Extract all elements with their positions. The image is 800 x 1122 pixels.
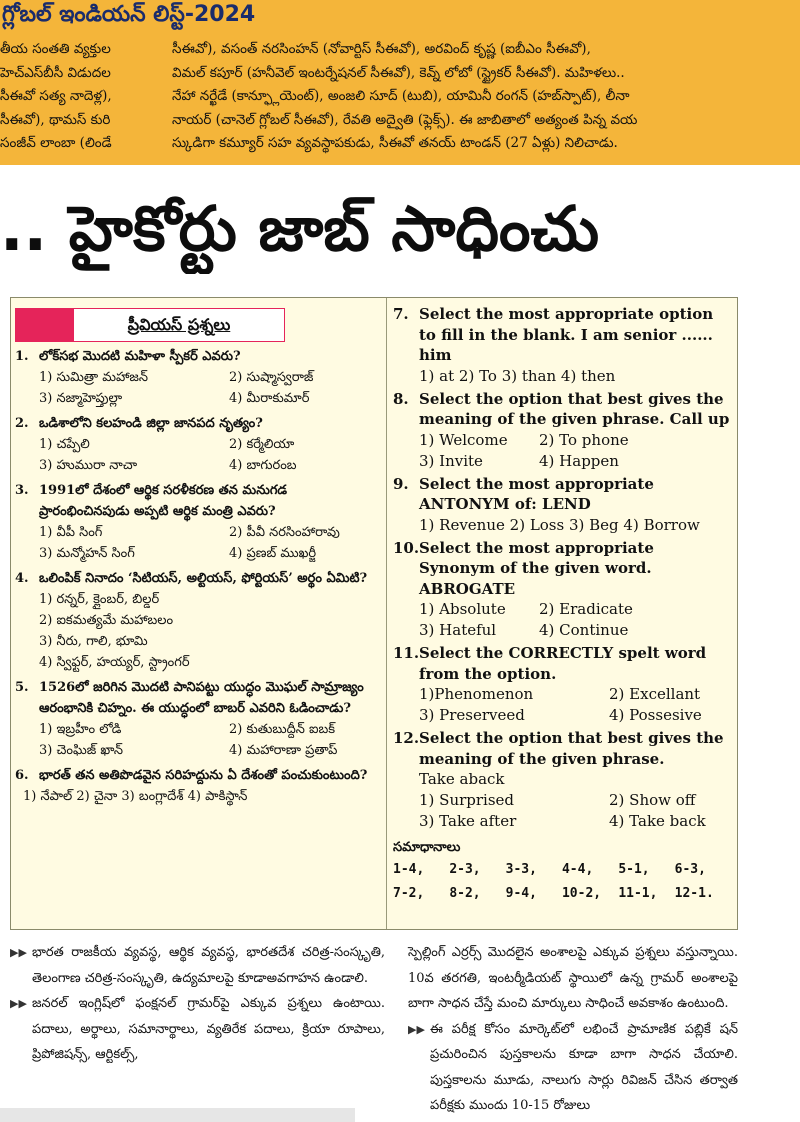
bullet-text: జనరల్ ఇంగ్లిష్‌లో ఫంక్షనల్ గ్రామర్‌పై ఎక్కువ ప్రశ్నలు ఉంటాయి. పదాలు, అర్థాలు, సమానార్థాలు, వ్యతిరేక పదాలు, క్రియా రూపాలు, ప్రిపోజిషన్స్, ఆర్టికల్స్, (32, 996, 385, 1062)
question-number: 1. (15, 349, 29, 364)
option: 2) Show off (609, 791, 696, 809)
question-text: ఒడిశాలోని కలహండి జిల్లా జానపద నృత్యం? (39, 416, 263, 431)
question-text-row (15, 765, 380, 786)
option: 3) Take after (419, 812, 517, 830)
options-grid (15, 786, 380, 807)
option: 2) Eradicate (539, 600, 633, 618)
question-text-row (393, 728, 731, 769)
question-text-row (15, 677, 380, 719)
option: 4) Happen (539, 451, 619, 470)
option: 3) Preserveed (419, 706, 525, 724)
options-grid (393, 366, 731, 387)
option: 1) రన్నర్, క్లైంబర్, బిల్డర్ (39, 592, 160, 607)
question-text: 1526లో జరిగిన మొదటి పానిపట్టు యుద్ధం మొఘల్ సామ్రాజ్యం ఆరంభానికి చిహ్నం. ఈ యుద్ధంలో బాబర్ ఎవరిని ఓడించాడు? (39, 680, 364, 716)
answers-grid (393, 858, 731, 906)
options-grid (393, 515, 731, 536)
option: 4) స్విఫ్టర్, హయ్యర్, స్ట్రాంగర్ (39, 655, 190, 670)
answer-item: 1-4, (393, 862, 425, 877)
question-text-row (393, 643, 731, 684)
question-item (393, 728, 731, 832)
bottom-right-intro: స్పెల్లింగ్ ఎర్రర్స్ మొదలైన అంశాలపై ఎక్కువ ప్రశ్నలు వస్తున్నాయి. 10వ తరగతి, ఇంటర్మీడియట్ స్థాయిలో ఉన్న గ్రామర్ అంశాలపై బాగా సాధన చేస్తే మంచి మార్కులు సాధించే అవకాశం ఉంటుంది. (408, 945, 738, 1011)
answers-title: సమాధానాలు (393, 840, 461, 855)
question-text-row (393, 304, 731, 366)
question-item (15, 765, 380, 807)
options-grid (15, 589, 380, 673)
answer-item: 12-1. (674, 886, 714, 901)
answer-item: 2-3, (449, 862, 481, 877)
options-grid (393, 430, 731, 472)
answer-item: 9-4, (505, 886, 537, 901)
banner-left-line: సీఈవో సత్య నాదెళ్ల), (0, 88, 112, 104)
option: 4) బాగురంబ (229, 458, 297, 473)
options-grid (15, 719, 380, 761)
top-banner (0, 0, 800, 165)
question-item (393, 474, 731, 536)
question-text: Select the CORRECTLY spelt word from the option. (419, 644, 707, 683)
bullet-text: భారత రాజకీయ వ్యవస్థ, ఆర్థిక వ్యవస్థ, భారతదేశ చరిత్ర-సంస్కృతి, తెలంగాణ చరిత్ర-సంస్కృతి, ఉద్యమాలపై కూడాఅవగాహన ఉండాలి. (32, 945, 385, 986)
banner-left-line: సంజీవ్ లాంబా (లిండే (0, 135, 112, 151)
question-text: Select the option that best gives the meaning of the given phrase. Call up (419, 389, 730, 428)
option: 1) సుమిత్రా మహాజన్ (39, 370, 149, 385)
bullet-item (10, 991, 385, 1068)
question-text: భారత్ తన అతిపొడవైన సరిహద్దును ఏ దేశంతో పంచుకుంటుంది? (39, 768, 368, 783)
question-text-row (15, 568, 380, 589)
question-number: 11. (393, 644, 420, 662)
answer-item: 4-4, (561, 862, 594, 877)
banner-left-line: హెచ్‌ఎస్‌బీసీ విడుదల (0, 64, 111, 81)
option: 4) మహారాణా ప్రతాప్ (229, 743, 338, 758)
question-text-row (15, 480, 380, 522)
question-text-row (393, 538, 731, 600)
bullet-text: ఈ పరీక్ష కోసం మార్కెట్‌లో లభించే ప్రామాణిక పబ్లికే షన్ ప్రచురించిన పుస్తకాలను కూడా బాగా సాధన చేయాలి. పుస్తకాలను మూడు, నాలుగు సార్లు రివిజన్ చేసిన తర్వాత పరీక్షకు ముందు 10-15 రోజులు (430, 1021, 738, 1113)
options-grid (15, 434, 380, 476)
bullet-arrow-icon: ▶▶ (10, 946, 27, 959)
question-number: 7. (393, 305, 409, 323)
question-number: 4. (15, 571, 29, 586)
option: 2) ఐకమత్యమే మహాబలం (39, 613, 174, 628)
bullet-arrow-icon: ▶▶ (408, 1022, 425, 1036)
option: 4) ప్రణబ్ ముఖర్జీ (229, 546, 317, 561)
question-text-row (15, 413, 380, 434)
option: 1) ఇబ్రహీం లోడి (39, 722, 122, 737)
answer-item: 11-1, (618, 886, 658, 901)
question-item (15, 413, 380, 476)
question-item (393, 643, 731, 726)
banner-left-column (0, 38, 160, 156)
question-item (393, 389, 731, 472)
banner-right-line: విమల్ కపూర్ (హనీవెల్ ఇంటర్నేషనల్ సీఈవో), కెవ్న్ లోబో (స్ట్రైకర్ సీఈవో). మహిళలు.. (172, 64, 625, 81)
question-number: 3. (15, 483, 29, 498)
english-question-list (393, 304, 731, 832)
option: 1) నేపాల్ 2) చైనా 3) బంగ్లాదేశ్ 4) పాకిస్థాన్ (23, 789, 248, 804)
bullet-item (408, 1017, 738, 1119)
section-tag-label: ప్రీవియస్ ప్రశ్నలు (73, 308, 285, 342)
option: 4) Take back (609, 812, 706, 830)
answer-item: 5-1, (618, 862, 650, 877)
banner-right-column (172, 38, 792, 156)
option: 1) Surprised (419, 791, 515, 809)
answer-item: 8-2, (449, 886, 481, 901)
option: 1) వీపీ సింగ్ (39, 525, 103, 540)
option: 1) చప్పేలి (39, 437, 90, 452)
section-tag (15, 308, 285, 342)
answer-item: 10-2, (561, 886, 602, 901)
banner-right-line: నేహా నర్ఖేడే (కాన్ఫ్లూయెంట్), అంజలి సూద్ (టుబి), యామినీ రంగన్ (హబ్‌స్పాట్), లీనా (172, 88, 630, 104)
option: 3) Invite (419, 451, 483, 470)
option: 3) Hateful (419, 621, 497, 639)
question-item (15, 568, 380, 673)
option: 4) Possesive (609, 706, 702, 724)
question-phrase: Take aback (419, 770, 505, 788)
question-number: 9. (393, 474, 409, 493)
question-text: Select the most appropriate option to fill in the blank. I am senior ...... him (419, 305, 714, 364)
answer-item: 7-2, (393, 886, 425, 901)
question-text: Select the most appropriate Synonym of the given word. ABROGATE (419, 538, 654, 598)
telugu-questions-column (15, 302, 380, 807)
question-text-row (393, 389, 731, 430)
question-item (15, 480, 380, 564)
option: 2) పీవీ నరసింహారావు (229, 525, 340, 540)
footer-grey-bar (0, 1108, 355, 1122)
options-grid (393, 684, 731, 726)
question-text-row (393, 474, 731, 515)
options-grid (393, 790, 731, 832)
option: 2) కుతుబుద్దీన్ ఐబక్ (229, 722, 336, 737)
option: 2) Excellant (609, 685, 701, 703)
question-number: 6. (15, 768, 29, 783)
banner-right-line: సీఈవో), వసంత్ నరసింహన్ (నోవార్టిస్ సీఈవో), అరవింద్ కృష్ణ (ఐబీఎం సీఈవో), (172, 41, 591, 57)
option: 2) సుష్మాస్వరాజ్ (229, 370, 314, 385)
article-headline: .. హైకోర్టు జాబ్ సాధించు (0, 192, 600, 265)
option: 1) Welcome (419, 430, 508, 449)
options-grid (393, 599, 731, 641)
question-text: 1991లో దేశంలో ఆర్థిక సరళీకరణ తన మనుగడ ప్రారంభించినపుడు అప్పటి ఆర్థిక మంత్రి ఎవరు? (39, 483, 288, 519)
previous-questions-box (10, 297, 738, 930)
question-number: 8. (393, 389, 409, 408)
options-grid (15, 522, 380, 564)
option: 1) Revenue 2) Loss 3) Beg 4) Borrow (419, 515, 700, 534)
option: 4) Continue (539, 621, 629, 639)
question-item (15, 677, 380, 761)
banner-left-line: తీయ సంతతి వ్యక్తుల (0, 41, 111, 57)
bullet-arrow-icon: ▶▶ (10, 997, 27, 1010)
question-number: 5. (15, 680, 29, 695)
question-text: Select the option that best gives the meaning of the given phrase. (419, 729, 724, 768)
options-grid (15, 367, 380, 409)
bullet-item (10, 940, 385, 991)
banner-title: గ్లోబల్ ఇండియన్ లిస్ట్-2024 (2, 2, 256, 27)
bottom-left-text (10, 940, 385, 1068)
tag-row (15, 302, 380, 342)
question-item (15, 346, 380, 409)
english-questions-column (393, 302, 731, 906)
banner-left-line: సీఈవో), థామస్ కురి (0, 111, 111, 128)
option: 3) నీరు, గాలి, భూమి (39, 634, 148, 649)
option: 1) Absolute (419, 600, 506, 618)
question-text: లోక్‌సభ మొదటి మహిళా స్పీకర్ ఎవరు? (39, 349, 241, 364)
question-number: 12. (393, 729, 420, 747)
option: 1)Phenomenon (419, 685, 534, 703)
telugu-question-list (15, 346, 380, 807)
option: 3) హుమురా నాచా (39, 458, 138, 473)
option: 1) at 2) To 3) than 4) then (419, 366, 616, 385)
question-number: 2. (15, 416, 29, 431)
question-text-row (15, 346, 380, 367)
option: 2) కర్మేలియా (229, 437, 295, 452)
banner-right-line: స్కుడిగా కమ్యూర్ సహ వ్యవస్థాపకుడు, సీఈవో తనయ్ టాండన్ (27 ఏళ్లు) నిలిచాడు. (172, 135, 618, 151)
question-text: ఒలింపిక్ నినాదం ‘సిటియస్, అల్టియస్, ఫోర్టియస్’ అర్థం ఏమిటి? (39, 571, 368, 586)
question-text: Select the most appropriate ANTONYM of: LEND (419, 474, 654, 513)
option: 4) మీరాకుమార్ (229, 391, 310, 406)
banner-right-line: నాయర్ (చానెల్ గ్లోబల్ సీఈవో), రేవతి అద్వైతి (ఫ్లెక్స్). ఈ జాబితాలో అత్యంత పిన్న వయ (172, 111, 638, 128)
option: 3) మన్మోహన్ సింగ్ (39, 546, 135, 561)
option: 3) చెంఘిజ్ ఖాన్ (39, 743, 123, 758)
question-item (393, 304, 731, 387)
answer-item: 3-3, (505, 862, 537, 877)
bottom-right-text (408, 940, 738, 1119)
option: 2) To phone (539, 430, 629, 449)
answer-item: 6-3, (674, 862, 706, 877)
option: 3) నజ్మాహెప్తుల్లా (39, 391, 123, 406)
question-item (393, 538, 731, 642)
question-number: 10. (393, 538, 420, 557)
